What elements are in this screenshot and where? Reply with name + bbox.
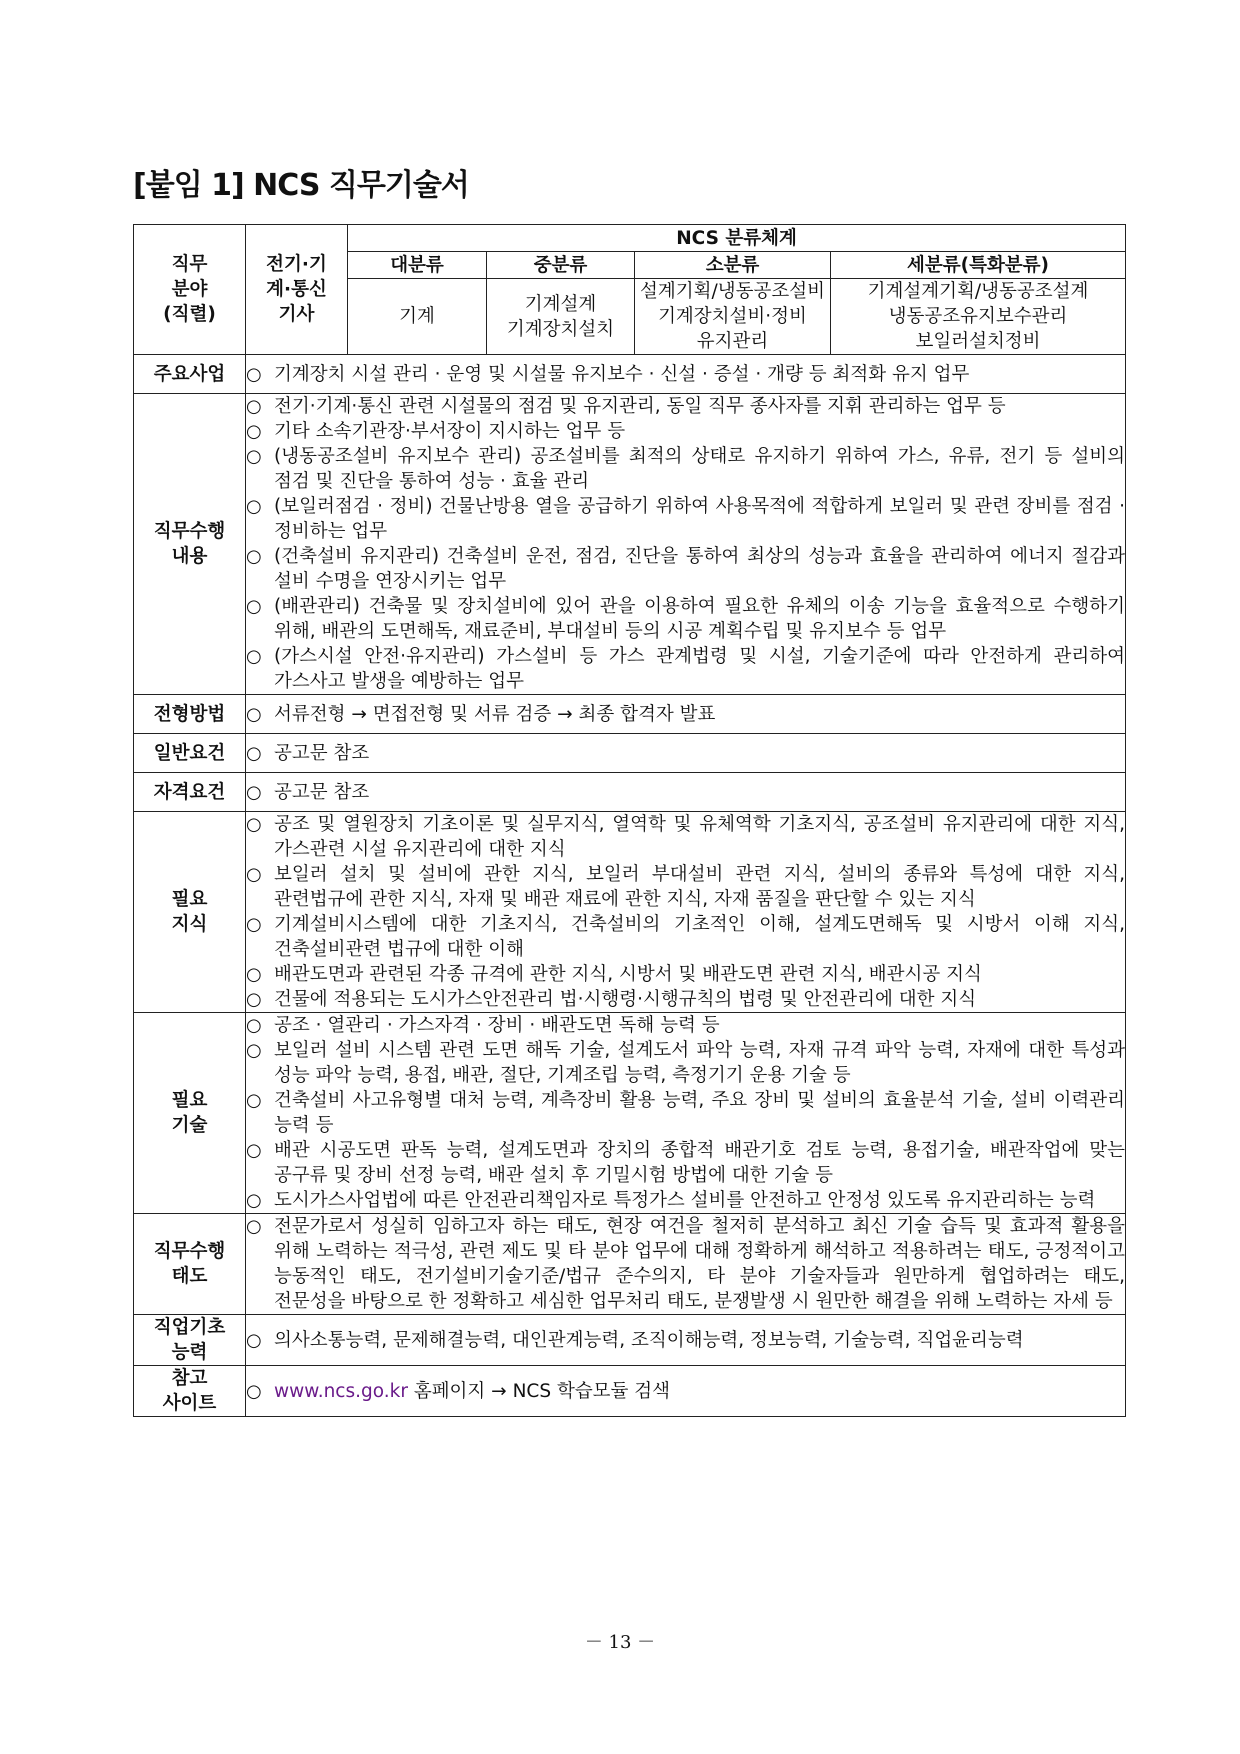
bullet-icon: ○ (246, 1190, 262, 1211)
list-item: ○ 전문가로서 성실히 임하고자 하는 태도, 현장 여건을 철저히 분석하고 최신 기술 습득 및 효과적 활용을 위해 노력하는 적극성, 관련 제도 및 타 분야 업무에 대해 정확하게 해석하고 적용하려는 태도, 긍정적이고 능동적인 태도, 전기설비기술기준/법규 준수의지, 타 분야 기술자들과 원만하게 협업하려는 태도, 전문성을 바탕으로 한 정확하고 세심한 업무처리 태도, 분쟁발생 시 원만한 해결을 위해 노력하는 자세 등 (246, 1216, 1126, 1312)
bullet-icon: ○ (246, 546, 262, 567)
table-row (134, 394, 1126, 695)
row-label: 필요 지식 (134, 812, 246, 1013)
row-label: 주요사업 (134, 355, 246, 394)
bullet-icon: ○ (246, 496, 262, 517)
reference-text: 홈페이지 → NCS 학습모듈 검색 (407, 1380, 671, 1402)
list-item: ○ 의사소통능력, 문제해결능력, 대인관계능력, 조직이해능력, 정보능력, 기술능력, 직업윤리능력 (246, 1329, 1024, 1351)
bullet-icon: ○ (246, 1090, 262, 1111)
bullet-icon: ○ (246, 1015, 262, 1036)
reference-site-cell (246, 1366, 1126, 1417)
major-class-value: 기계 (348, 279, 487, 355)
bullet-icon: ○ (246, 989, 262, 1010)
table-row (134, 773, 1126, 812)
table-row (134, 1214, 1126, 1315)
table-row (134, 812, 1126, 1013)
list-item: ○ (냉동공조설비 유지보수 관리) 공조설비를 최적의 상태로 유지하기 위하여 가스, 유류, 전기 등 설비의 점검 및 진단을 통하여 성능 · 효율 관리 (246, 446, 1126, 492)
bullet-icon: ○ (246, 864, 262, 885)
job-description-table (133, 224, 1126, 1417)
bullet-icon: ○ (246, 1380, 262, 1402)
list-item: ○ 기타 소속기관장·부서장이 지시하는 업무 등 (246, 421, 626, 442)
list-item: ○ (보일러점검 · 정비) 건물난방용 열을 공급하기 위하여 사용목적에 적합하게 보일러 및 관련 장비를 점검 · 정비하는 업무 (246, 496, 1126, 542)
reference-site-label: 참고 사이트 (134, 1366, 246, 1417)
col-middle-class: 중분류 (487, 252, 635, 279)
bullet-icon: ○ (246, 914, 262, 935)
table-row (134, 734, 1126, 773)
row-content (246, 1013, 1126, 1214)
list-item: ○ 배관 시공도면 판독 능력, 설계도면과 장치의 종합적 배관기호 검토 능력, 용접기술, 배관작업에 맞는 공구류 및 장비 선정 능력, 배관 설치 후 기밀시험 방법에 대한 기술 등 (246, 1140, 1126, 1186)
row-label: 직업기초 능력 (134, 1315, 246, 1366)
list-item: ○ 도시가스사업법에 따른 안전관리책임자로 특정가스 설비를 안전하고 안정성 있도록 유지관리하는 능력 (246, 1190, 1096, 1211)
row-content (246, 394, 1126, 695)
row-content (246, 1214, 1126, 1315)
list-item: ○ (가스시설 안전·유지관리) 가스설비 등 가스 관계법령 및 시설, 기술기준에 따라 안전하게 관리하여 가스사고 발생을 예방하는 업무 (246, 646, 1126, 692)
row-content (246, 734, 1126, 773)
list-item: ○ 공고문 참조 (246, 781, 370, 803)
job-field-label: 직무 분야 (직렬) (134, 225, 246, 355)
detail-class-value: 기계설계기획/냉동공조설계 냉동공조유지보수관리 보일러설치정비 (831, 279, 1126, 355)
bullet-icon: ○ (246, 1216, 262, 1237)
col-major-class: 대분류 (348, 252, 487, 279)
bullet-icon: ○ (246, 446, 262, 467)
bullet-icon: ○ (246, 363, 262, 385)
minor-class-value: 설계기획/냉동공조설비 기계장치설비·정비 유지관리 (635, 279, 831, 355)
list-item: ○ 공고문 참조 (246, 742, 370, 764)
list-item: ○ 기계장치 시설 관리 · 운영 및 시설물 유지보수 · 신설 · 증설 · 개량 등 최적화 유지 업무 (246, 363, 970, 385)
list-item: ○ 공조 · 열관리 · 가스자격 · 장비 · 배관도면 독해 능력 등 (246, 1015, 720, 1036)
list-item: ○ 공조 및 열원장치 기초이론 및 실무지식, 열역학 및 유체역학 기초지식, 공조설비 유지관리에 대한 지식, 가스관련 시설 유지관리에 대한 지식 (246, 814, 1126, 860)
row-label: 일반요건 (134, 734, 246, 773)
list-item: ○ 기계설비시스템에 대한 기초지식, 건축설비의 기초적인 이해, 설계도면해독 및 시방서 이해 지식, 건축설비관련 법규에 대한 이해 (246, 914, 1126, 960)
bullet-icon: ○ (246, 742, 262, 764)
middle-class-value: 기계설계 기계장치설치 (487, 279, 635, 355)
row-content (246, 355, 1126, 394)
bullet-icon: ○ (246, 646, 262, 667)
table-row (134, 1315, 1126, 1366)
bullet-icon: ○ (246, 703, 262, 725)
ncs-website-link[interactable]: www.ncs.go.kr (274, 1380, 408, 1402)
col-detail-class: 세분류(특화분류) (831, 252, 1126, 279)
bullet-icon: ○ (246, 964, 262, 985)
bullet-icon: ○ (246, 814, 262, 835)
bullet-icon: ○ (246, 1329, 262, 1351)
list-item: ○ (배관관리) 건축물 및 장치설비에 있어 관을 이용하여 필요한 유체의 이송 기능을 효율적으로 수행하기 위해, 배관의 도면해독, 재료준비, 부대설비 등의 시공 계획수립 및 유지보수 등 업무 (246, 596, 1126, 642)
ncs-classification-header: NCS 분류체계 (348, 225, 1126, 252)
table-row (134, 695, 1126, 734)
row-label: 필요 기술 (134, 1013, 246, 1214)
row-content (246, 773, 1126, 812)
table-rows (134, 355, 1126, 1366)
bullet-icon: ○ (246, 1040, 262, 1061)
job-field-value: 전기·기 계·통신 기사 (246, 225, 348, 355)
bullet-icon: ○ (246, 396, 262, 417)
row-label: 자격요건 (134, 773, 246, 812)
bullet-icon: ○ (246, 421, 262, 442)
row-content (246, 695, 1126, 734)
col-minor-class: 소분류 (635, 252, 831, 279)
bullet-icon: ○ (246, 1140, 262, 1161)
list-item: ○ (건축설비 유지관리) 건축설비 운전, 점검, 진단을 통하여 최상의 성능과 효율을 관리하여 에너지 절감과 설비 수명을 연장시키는 업무 (246, 546, 1126, 592)
list-item: ○ 전기·기계·통신 관련 시설물의 점검 및 유지관리, 동일 직무 종사자를 지휘 관리하는 업무 등 (246, 396, 1006, 417)
bullet-icon: ○ (246, 596, 262, 617)
list-item: ○ 건축설비 사고유형별 대처 능력, 계측장비 활용 능력, 주요 장비 및 설비의 효율분석 기술, 설비 이력관리 능력 등 (246, 1090, 1126, 1136)
list-item: ○ 보일러 설치 및 설비에 관한 지식, 보일러 부대설비 관련 지식, 설비의 종류와 특성에 대한 지식, 관련법규에 관한 지식, 자재 및 배관 재료에 관한 지식, 자재 품질을 판단할 수 있는 지식 (246, 864, 1126, 910)
table-row (134, 1013, 1126, 1214)
table-row (134, 355, 1126, 394)
row-label: 전형방법 (134, 695, 246, 734)
list-item: ○ 보일러 설비 시스템 관련 도면 해독 기술, 설계도서 파악 능력, 자재 규격 파악 능력, 자재에 대한 특성과 성능 파악 능력, 용접, 배관, 절단, 기계조립 능력, 측정기기 운용 기술 등 (246, 1040, 1126, 1086)
row-label: 직무수행 내용 (134, 394, 246, 695)
row-content (246, 1315, 1126, 1366)
row-label: 직무수행 태도 (134, 1214, 246, 1315)
page-number: － 13 － (584, 1632, 656, 1653)
page-title: [붙임 1] NCS 직무기술서 (133, 168, 469, 203)
list-item: ○ 배관도면과 관련된 각종 규격에 관한 지식, 시방서 및 배관도면 관련 지식, 배관시공 지식 (246, 964, 982, 985)
bullet-icon: ○ (246, 781, 262, 803)
list-item: ○ 서류전형 → 면접전형 및 서류 검증 → 최종 합격자 발표 (246, 703, 716, 725)
list-item: ○ 건물에 적용되는 도시가스안전관리 법·시행령·시행규칙의 법령 및 안전관리에 대한 지식 (246, 989, 977, 1010)
row-content (246, 812, 1126, 1013)
